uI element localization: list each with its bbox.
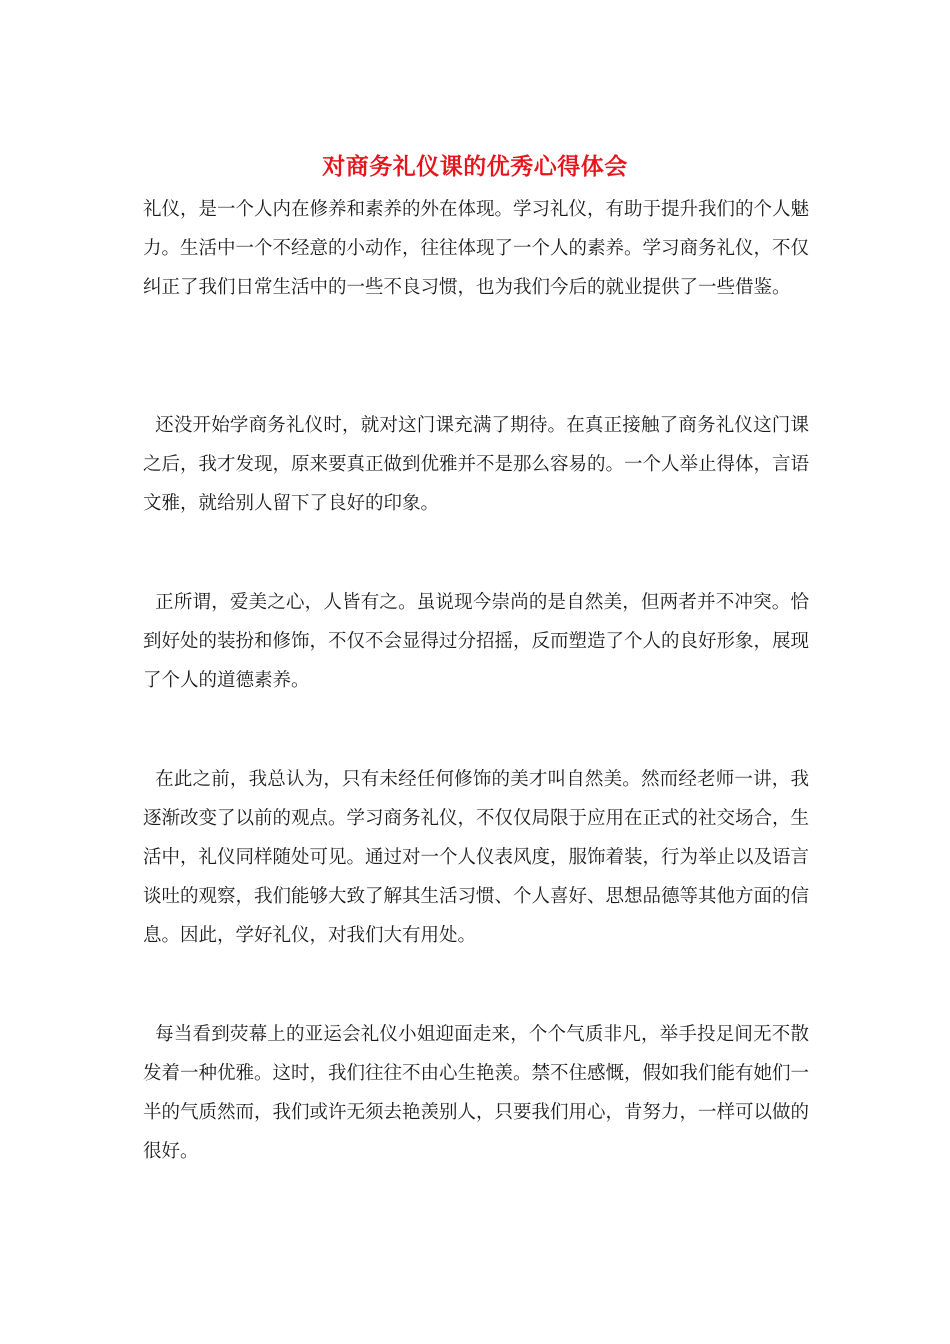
paragraph-5: 每当看到荧幕上的亚运会礼仪小姐迎面走来，个个气质非凡，举手投足间无不散发着一种优雅。这时，我们往往不由心生艳羡。禁不住感慨，假如我们能有她们一半的气质然而，我们或许无须去艳羡别人，只要我们用心，肯努力，一样可以做的很好。 — [143, 1024, 810, 1162]
paragraph-4: 在此之前，我总认为，只有未经任何修饰的美才叫自然美。然而经老师一讲，我逐渐改变了以前的观点。学习商务礼仪，不仅仅局限于应用在正式的社交场合，生活中，礼仪同样随处可见。通过对一个人仪表风度，服饰着装，行为举止以及语言谈吐的观察，我们能够大致了解其生活习惯、个人喜好、思想品德等其他方面的信息。因此，学好礼仪，对我们大有用处。 — [143, 769, 810, 946]
paragraph-3: 正所谓，爱美之心，人皆有之。虽说现今崇尚的是自然美，但两者并不冲突。恰到好处的装扮和修饰，不仅不会显得过分招摇，反而塑造了个人的良好形象，展现了个人的道德素养。 — [143, 592, 810, 691]
paragraph-2: 还没开始学商务礼仪时，就对这门课充满了期待。在真正接触了商务礼仪这门课之后，我才发现，原来要真正做到优雅并不是那么容易的。一个人举止得体，言语文雅，就给别人留下了良好的印象。 — [143, 415, 810, 514]
paragraph-1: 礼仪，是一个人内在修养和素养的外在体现。学习礼仪，有助于提升我们的个人魅力。生活中一个不经意的小动作，往往体现了一个人的素养。学习商务礼仪，不仅纠正了我们日常生活中的一些不良习惯，也为我们今后的就业提供了一些借鉴。 — [143, 199, 810, 298]
document-title: 对商务礼仪课的优秀心得体会 — [322, 153, 628, 180]
